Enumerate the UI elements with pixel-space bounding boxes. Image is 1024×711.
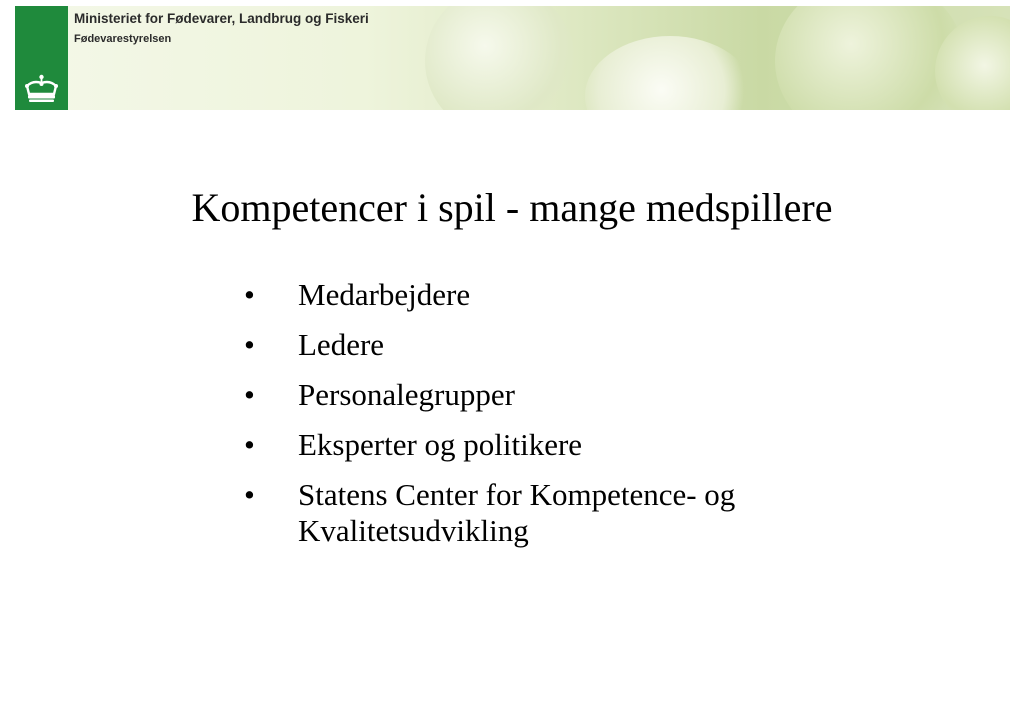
- bullet-icon: •: [244, 377, 255, 412]
- header-banner: [15, 6, 1010, 110]
- bullet-icon: •: [244, 277, 255, 312]
- list-item: [244, 427, 858, 463]
- slide-title: Kompetencer i spil - mange medspillere: [191, 185, 833, 230]
- agency-name: Fødevarestyrelsen: [74, 33, 172, 45]
- list-item: [244, 277, 858, 313]
- list-item-text: Statens Center for Kompetence- og Kvalitetsudvikling: [298, 477, 736, 548]
- list-item-text: Eksperter og politikere: [298, 427, 583, 462]
- logo-block: [15, 6, 68, 110]
- list-item-text: Personalegrupper: [298, 377, 515, 412]
- banner-photo: [415, 6, 1010, 110]
- list-item: [244, 377, 858, 413]
- list-item-text: Ledere: [298, 327, 385, 362]
- ministry-name: Ministeriet for Fødevarer, Landbrug og Fiskeri: [74, 11, 369, 26]
- bullet-icon: •: [244, 427, 255, 462]
- crown-icon: [23, 74, 60, 104]
- bullet-list: [244, 277, 858, 563]
- list-item: [244, 327, 858, 363]
- list-item-text: Medarbejdere: [298, 277, 471, 312]
- bullet-icon: •: [244, 327, 255, 362]
- bullet-icon: •: [244, 477, 255, 512]
- list-item: [244, 477, 858, 549]
